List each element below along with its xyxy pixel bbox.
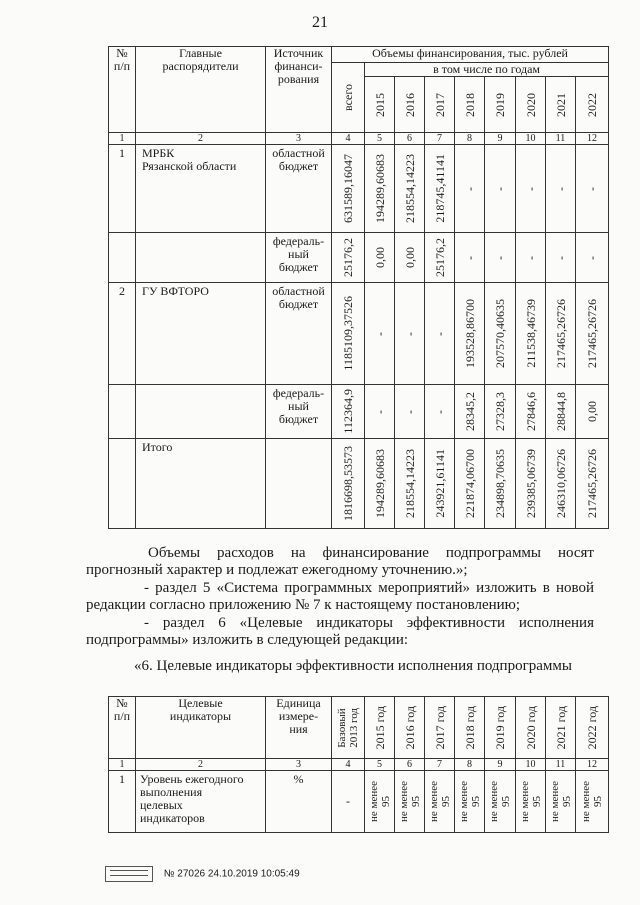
table-row — [109, 145, 609, 233]
row-value: 28345,2 — [455, 385, 485, 439]
header-year-2: 2017 год — [425, 697, 455, 759]
row-source: областной бюджет — [266, 145, 332, 233]
table-row — [109, 439, 609, 529]
row-value: - — [485, 233, 516, 283]
row-value: 239385,06739 — [516, 439, 546, 529]
row-value: 193528,86700 — [455, 283, 485, 385]
section-heading: «6. Целевые индикаторы эффективности исполнения подпрограммы — [134, 658, 572, 674]
column-number: 4 — [332, 133, 365, 145]
column-number: 6 — [395, 133, 425, 145]
header-num: № п/п — [109, 697, 136, 759]
row-value: 207570,40635 — [485, 283, 516, 385]
row-value: 211538,46739 — [516, 283, 546, 385]
row-value: 25176,2 — [425, 233, 455, 283]
footer — [105, 866, 300, 882]
row-number: 1 — [109, 145, 136, 233]
column-number: 7 — [425, 133, 455, 145]
row-source: федераль- ный бюджет — [266, 385, 332, 439]
row-value: не менее 95 — [395, 771, 425, 833]
row-value: не менее 95 — [576, 771, 609, 833]
row-value: - — [365, 283, 395, 385]
row-value: - — [576, 233, 609, 283]
row-total: 1185109,37526 — [332, 283, 365, 385]
row-value: - — [516, 233, 546, 283]
row-value: 194289,60683 — [365, 145, 395, 233]
column-number: 1 — [109, 133, 136, 145]
table-row — [109, 771, 609, 833]
header-source: Источник финанси- рования — [266, 47, 332, 133]
row-value: 217465,26726 — [546, 283, 576, 385]
financing-table — [108, 46, 609, 529]
row-value: - — [365, 385, 395, 439]
row-value: не менее 95 — [365, 771, 395, 833]
row-source: федераль- ный бюджет — [266, 233, 332, 283]
column-number: 6 — [395, 759, 425, 771]
row-value: - — [395, 385, 425, 439]
row-total: 631589,16047 — [332, 145, 365, 233]
row-value: - — [425, 283, 455, 385]
paragraph-section6: - раздел 6 «Целевые индикаторы эффективности исполнения подпрограммы» изложить в следующей редакции: — [86, 615, 594, 648]
header-year-3: 2018 год — [455, 697, 485, 759]
paragraph-section5: - раздел 5 «Система программных мероприятий» изложить в новой редакции согласно приложению № 7 к настоящему постановлению; — [86, 580, 594, 613]
header-year-1: 2016 год — [395, 697, 425, 759]
header-by-years: в том числе по годам — [365, 63, 609, 77]
row-value: - — [546, 233, 576, 283]
header-total: всего — [332, 63, 365, 133]
header-year-2021: 2021 — [546, 77, 576, 133]
row-value: 0,00 — [365, 233, 395, 283]
row-value: 217465,26726 — [576, 283, 609, 385]
row-value: - — [455, 233, 485, 283]
row-value: - — [516, 145, 546, 233]
column-number: 11 — [546, 759, 576, 771]
row-manager: Итого — [136, 439, 266, 529]
row-value: не менее 95 — [485, 771, 516, 833]
row-unit: % — [266, 771, 332, 833]
indicators-table — [108, 696, 609, 833]
government-stamp — [105, 866, 153, 882]
header-year-2019: 2019 — [485, 77, 516, 133]
row-value: 221874,06700 — [455, 439, 485, 529]
row-value: 243921,61141 — [425, 439, 455, 529]
row-value: - — [546, 145, 576, 233]
row-value: 218554,14223 — [395, 145, 425, 233]
column-number: 5 — [365, 133, 395, 145]
row-manager — [136, 385, 266, 439]
row-total: 1816698,53573 — [332, 439, 365, 529]
page-number: 21 — [312, 14, 328, 31]
column-number: 3 — [266, 759, 332, 771]
row-manager: МРБК Рязанской области — [136, 145, 266, 233]
row-value: 0,00 — [395, 233, 425, 283]
column-number: 8 — [455, 133, 485, 145]
column-number: 4 — [332, 759, 365, 771]
row-indicator: Уровень ежегодного выполнения целевых индикаторов — [136, 771, 266, 833]
column-number: 12 — [576, 133, 609, 145]
row-value: 218745,41141 — [425, 145, 455, 233]
row-value: не менее 95 — [516, 771, 546, 833]
header-volumes: Объемы финансирования, тыс. рублей — [332, 47, 609, 63]
header-year-2015: 2015 — [365, 77, 395, 133]
row-value: не менее 95 — [425, 771, 455, 833]
column-number: 10 — [516, 133, 546, 145]
row-value: не менее 95 — [455, 771, 485, 833]
row-number — [109, 439, 136, 529]
row-total: 112364,9 — [332, 385, 365, 439]
row-value: 218554,14223 — [395, 439, 425, 529]
table-row — [109, 233, 609, 283]
header-indicators: Целевые индикаторы — [136, 697, 266, 759]
header-year-2022: 2022 — [576, 77, 609, 133]
row-value: - — [455, 145, 485, 233]
column-number: 3 — [266, 133, 332, 145]
table-row — [109, 385, 609, 439]
column-number: 1 — [109, 759, 136, 771]
column-number: 5 — [365, 759, 395, 771]
row-source: областной бюджет — [266, 283, 332, 385]
header-year-2017: 2017 — [425, 77, 455, 133]
row-number: 1 — [109, 771, 136, 833]
row-value: - — [485, 145, 516, 233]
row-value: 0,00 — [576, 385, 609, 439]
header-year-6: 2021 год — [546, 697, 576, 759]
column-number: 2 — [136, 759, 266, 771]
header-year-2016: 2016 — [395, 77, 425, 133]
row-value: 217465,26726 — [576, 439, 609, 529]
row-number — [109, 385, 136, 439]
column-number: 9 — [485, 759, 516, 771]
row-value: 28844,8 — [546, 385, 576, 439]
header-year-2018: 2018 — [455, 77, 485, 133]
row-source — [266, 439, 332, 529]
doc-number: № 27026 — [163, 868, 206, 880]
row-manager: ГУ ВФТОРО — [136, 283, 266, 385]
row-value: - — [395, 283, 425, 385]
table-row — [109, 283, 609, 385]
header-managers: Главные распорядители — [136, 47, 266, 133]
row-value: - — [425, 385, 455, 439]
row-value: 234898,70635 — [485, 439, 516, 529]
row-value: не менее 95 — [546, 771, 576, 833]
row-value: 27846,6 — [516, 385, 546, 439]
paragraph-volumes: Объемы расходов на финансирование подпрограммы носят прогнозный характер и подлежат ежегодному уточнению.»; — [86, 545, 594, 578]
row-value: - — [576, 145, 609, 233]
header-year-2020: 2020 — [516, 77, 546, 133]
row-base: - — [332, 771, 365, 833]
row-value: 27328,3 — [485, 385, 516, 439]
column-number: 7 — [425, 759, 455, 771]
column-number: 10 — [516, 759, 546, 771]
doc-date: 24.10.2019 10:05:49 — [207, 868, 300, 880]
header-year-5: 2020 год — [516, 697, 546, 759]
column-number: 2 — [136, 133, 266, 145]
column-number: 11 — [546, 133, 576, 145]
row-total: 25176,2 — [332, 233, 365, 283]
header-unit: Единица измере- ния — [266, 697, 332, 759]
row-value: 194289,60683 — [365, 439, 395, 529]
row-manager — [136, 233, 266, 283]
column-number: 8 — [455, 759, 485, 771]
column-number: 12 — [576, 759, 609, 771]
row-number — [109, 233, 136, 283]
header-year-7: 2022 год — [576, 697, 609, 759]
row-value: 246310,06726 — [546, 439, 576, 529]
row-number: 2 — [109, 283, 136, 385]
header-year-4: 2019 год — [485, 697, 516, 759]
header-base-year: Базовый 2013 год — [332, 697, 365, 759]
header-num: № п/п — [109, 47, 136, 133]
column-number: 9 — [485, 133, 516, 145]
header-year-0: 2015 год — [365, 697, 395, 759]
